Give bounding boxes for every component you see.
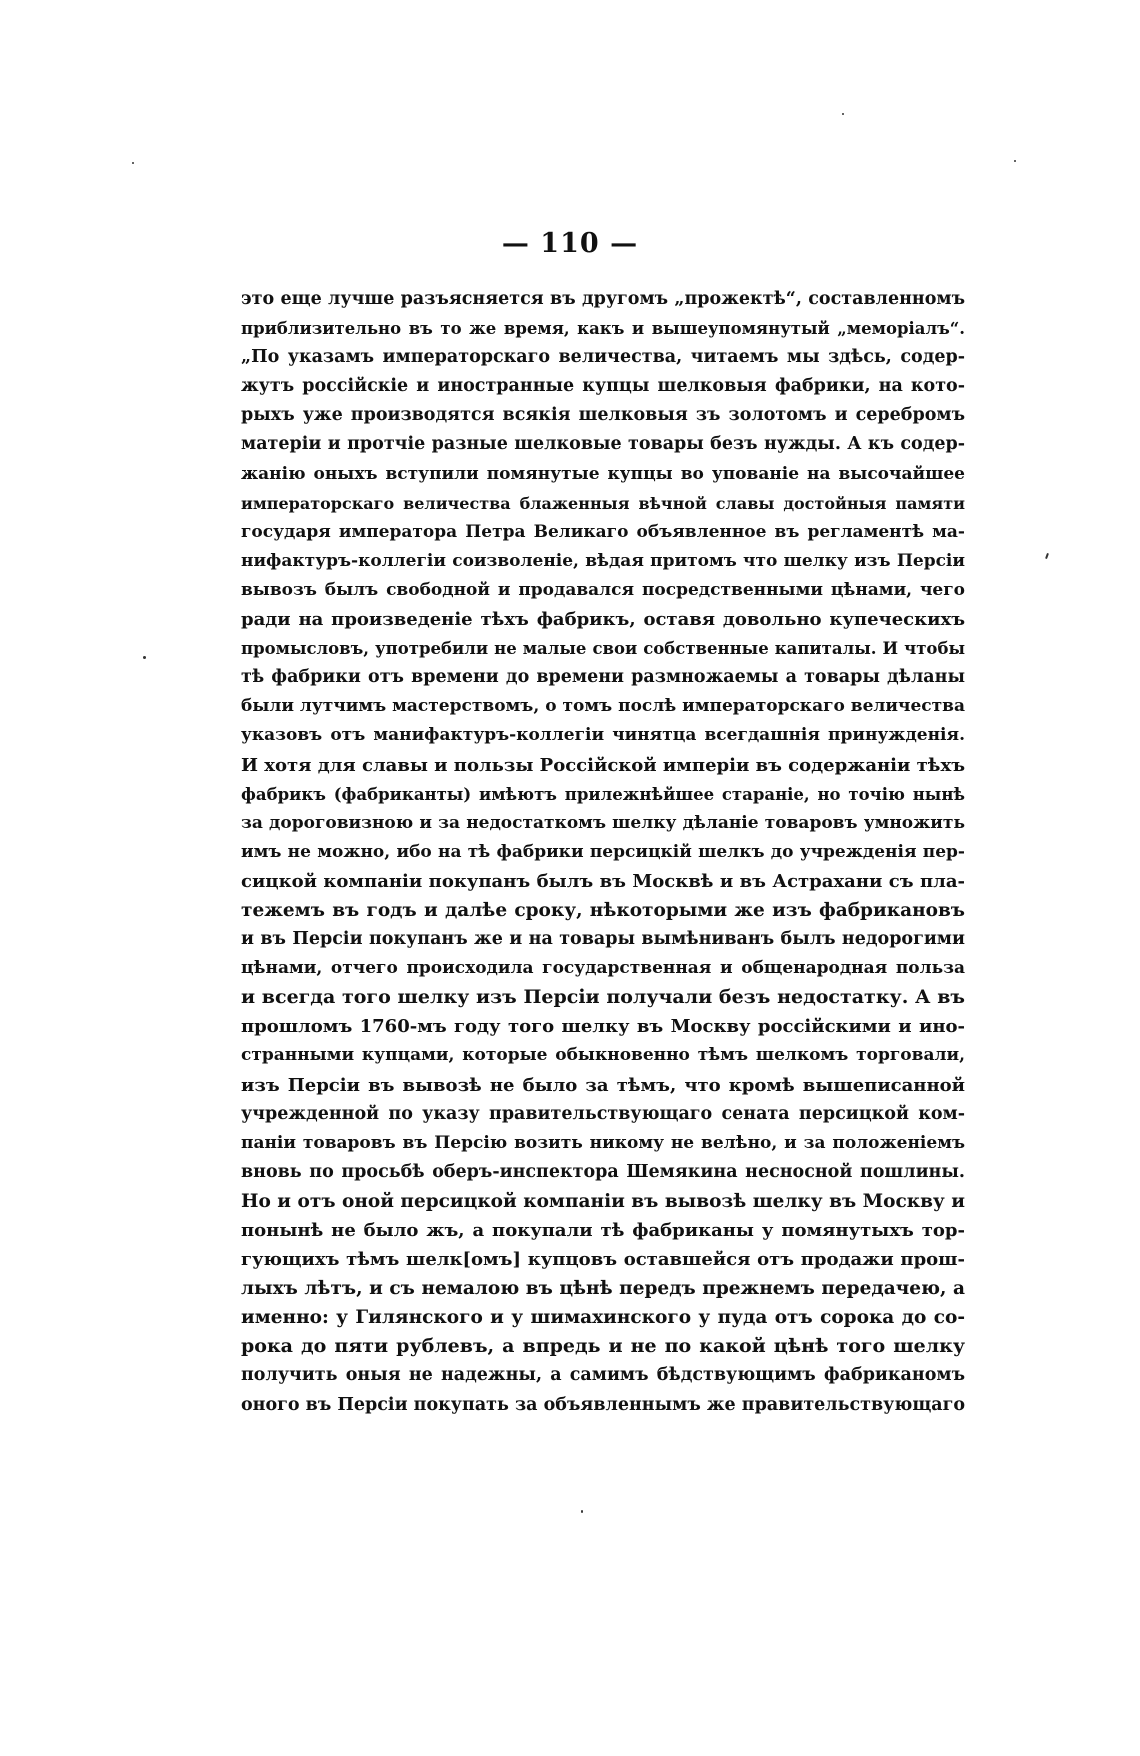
text-line: странными купцами, которые обыкновенно тѣмъ шелкомъ торговали, <box>241 1045 965 1066</box>
text-line: И хотя для славы и пользы Россійской имперіи въ содержаніи тѣхъ <box>241 754 965 776</box>
text-line: жанію оныхъ вступили помянутые купцы во упованіе на высочайшее <box>241 463 965 484</box>
scan-speck <box>1014 160 1016 162</box>
text-line: и въ Персіи покупанъ же и на товары вымѣниванъ былъ недорогими <box>241 929 965 950</box>
text-line: паніи товаровъ въ Персію возить никому не велѣно, и за положеніемъ <box>241 1132 965 1153</box>
text-line: лыхъ лѣтъ, и съ немалою въ цѣнѣ передъ прежнемъ передачею, а <box>241 1278 965 1300</box>
text-line: приблизительно въ то же время, какъ и вышеупомянутый „меморіалъ“. <box>241 319 965 339</box>
text-line: матеріи и протчіе разные шелковые товары безъ нужды. А къ содер- <box>241 434 965 455</box>
text-line: изъ Персіи въ вывозѣ не было за тѣмъ, что кромѣ вышеписанной <box>241 1074 965 1096</box>
text-line: прошломъ 1760-мъ году того шелку въ Москву россійскими и ино- <box>241 1016 965 1038</box>
text-line: это еще лучше разъясняется въ другомъ „прожектѣ“, составленномъ <box>241 289 965 309</box>
scan-speck <box>1045 553 1049 559</box>
page-number: — 110 — <box>501 228 639 259</box>
text-line: фабрикъ (фабриканты) имѣютъ прилежнѣйшее стараніе, но точію нынѣ <box>241 784 965 804</box>
text-line: за дороговизною и за недостаткомъ шелку дѣланіе товаровъ умножить <box>241 812 965 833</box>
text-line: нифактуръ-коллегіи соизволеніе, вѣдая притомъ что шелку изъ Персіи <box>241 550 965 571</box>
body-text <box>241 285 965 1420</box>
text-line: „По указамъ императорскаго величества, читаемъ мы здѣсь, содер- <box>241 347 965 368</box>
text-line: и всегда того шелку изъ Персіи получали безъ недостатку. А въ <box>241 986 965 1009</box>
text-line: государя императора Петра Великаго объявленное въ регламентѣ ма- <box>241 521 965 542</box>
text-line: гующихъ тѣмъ шелк[омъ] купцовъ оставшейся отъ продажи прош- <box>241 1249 965 1271</box>
text-line: учрежденной по указу правительствующаго сената персицкой ком- <box>241 1103 965 1124</box>
text-line: получить оныя не надежны, а самимъ бѣдствующимъ фабриканомъ <box>241 1365 965 1386</box>
scan-speck <box>143 656 146 659</box>
text-line: сицкой компаніи покупанъ былъ въ Москвѣ и въ Астрахани съ пла- <box>241 870 965 892</box>
scan-speck <box>581 1510 583 1513</box>
text-line: рыхъ уже производятся всякія шелковыя зъ золотомъ и серебромъ <box>241 405 965 426</box>
text-line: промысловъ, употребили не малые свои собственные капиталы. И чтобы <box>241 639 965 659</box>
text-line: тѣ фабрики отъ времени до времени размножаемы а товары дѣланы <box>241 667 965 688</box>
text-line: вывозъ былъ свободной и продавался посредственными цѣнами, чего <box>241 579 965 600</box>
text-line: оного въ Персіи покупать за объявленнымъ же правительствующаго <box>241 1394 965 1415</box>
text-line: цѣнами, отчего происходила государственная и общенародная польза <box>241 958 965 979</box>
text-line: именно: у Гилянского и у шимахинского у пуда отъ сорока до со- <box>241 1307 965 1329</box>
scan-speck <box>132 162 134 164</box>
scan-speck <box>842 113 844 115</box>
text-line: вновь по просьбѣ оберъ-инспектора Шемякина несносной пошлины. <box>241 1161 965 1182</box>
text-line: Но и отъ оной персицкой компаніи въ вывозѣ шелку въ Москву и <box>241 1190 965 1212</box>
text-line: жутъ россійскіе и иностранные купцы шелковыя фабрики, на кото- <box>241 376 965 397</box>
text-line: тежемъ въ годъ и далѣе сроку, нѣкоторыми же изъ фабрикановъ <box>241 899 965 921</box>
text-line: ради на произведеніе тѣхъ фабрикъ, оставя довольно купеческихъ <box>241 609 965 631</box>
text-line: императорскаго величества блаженныя вѣчной славы достойныя памяти <box>241 493 965 513</box>
text-line: указовъ отъ манифактуръ-коллегіи чинятца всегдашнія принужденія. <box>241 725 965 746</box>
text-line: рока до пяти рублевъ, а впредь и не по какой цѣнѣ того шелку <box>241 1335 965 1358</box>
text-line: были лутчимъ мастерствомъ, о томъ послѣ императорскаго величества <box>241 696 965 717</box>
text-line: понынѣ не было жъ, а покупали тѣ фабриканы у помянутыхъ тор- <box>241 1220 965 1241</box>
text-line: имъ не можно, ибо на тѣ фабрики персицкій шелкъ до учрежденія пер- <box>241 841 965 862</box>
